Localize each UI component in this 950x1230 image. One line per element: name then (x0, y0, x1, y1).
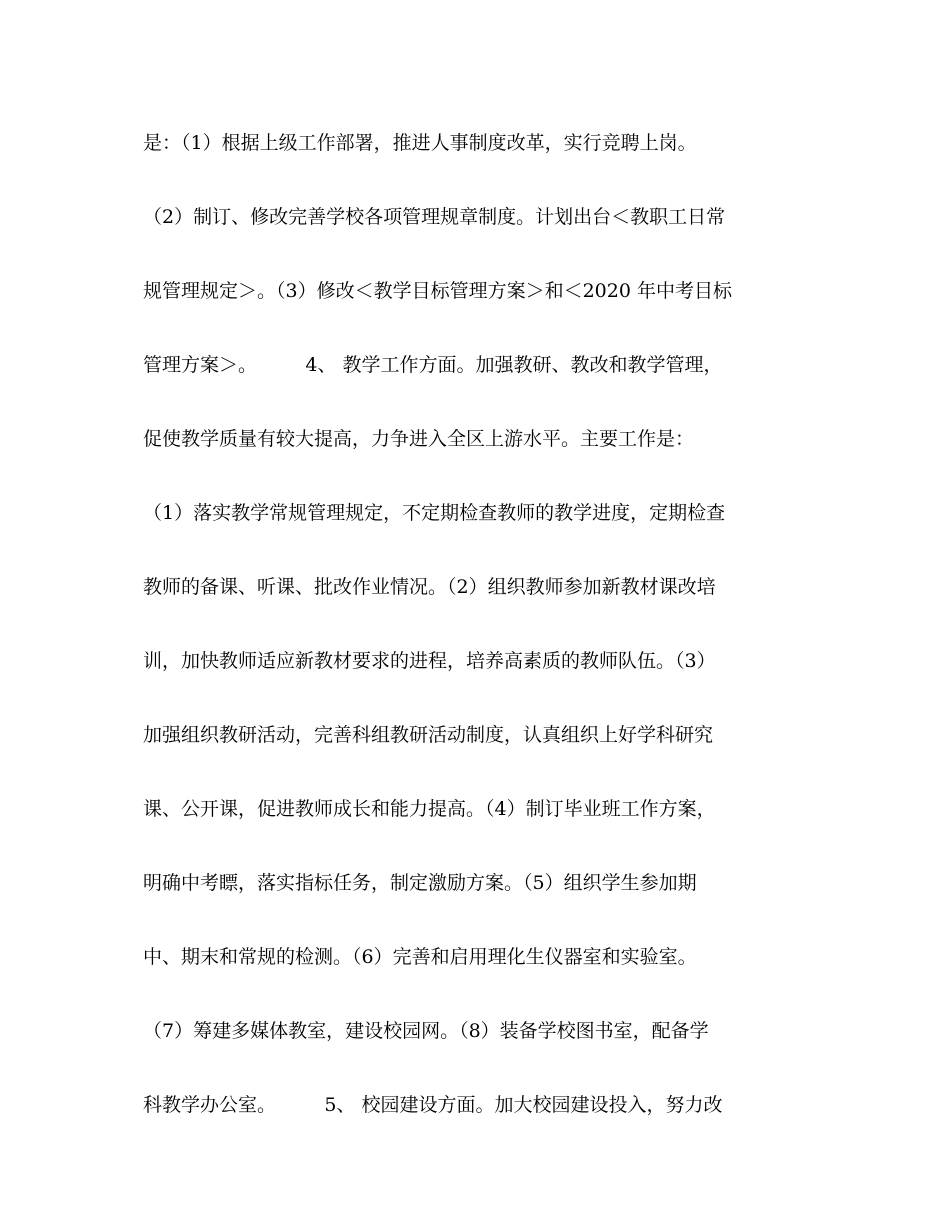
text-line: 管理方案＞。 4、 教学工作方面。加强教研、教改和教学管理， (143, 354, 723, 376)
text-line: 是：（1）根据上级工作部署，推进人事制度改革，实行竞聘上岗。 (143, 132, 697, 154)
text-line: （2）制订、修改完善学校各项管理规章制度。计划出台＜教职工日常 (143, 206, 726, 228)
text-line: 教师的备课、听课、批改作业情况。（2）组织教师参加新教材课改培 (143, 576, 716, 598)
text-line: （1）落实教学常规管理规定，不定期检查教师的教学进度，定期检查 (143, 502, 726, 524)
text-line: 规管理规定＞。（3）修改＜教学目标管理方案＞和＜2020 年中考目标 (143, 280, 732, 302)
text-line: 明确中考瞟，落实指标任务，制定激励方案。（5）组织学生参加期 (143, 872, 697, 894)
text-line: 加强组织教研活动，完善科组教研活动制度，认真组织上好学科研究 (143, 724, 714, 746)
text-line: 中、期末和常规的检测。（6）完善和启用理化生仪器室和实验室。 (143, 946, 697, 968)
text-line: 促使教学质量有较大提高，力争进入全区上游水平。主要工作是： (143, 428, 695, 450)
text-line: 训，加快教师适应新教材要求的进程，培养高素质的教师队伍。（3） (143, 650, 716, 672)
text-line: 课、公开课，促进教师成长和能力提高。（4）制订毕业班工作方案， (143, 798, 716, 820)
text-line: （7）筹建多媒体教室，建设校园网。（8）装备学校图书室，配备学 (143, 1020, 709, 1042)
text-line: 科教学办公室。 5、 校园建设方面。加大校园建设投入，努力改 (143, 1094, 723, 1116)
